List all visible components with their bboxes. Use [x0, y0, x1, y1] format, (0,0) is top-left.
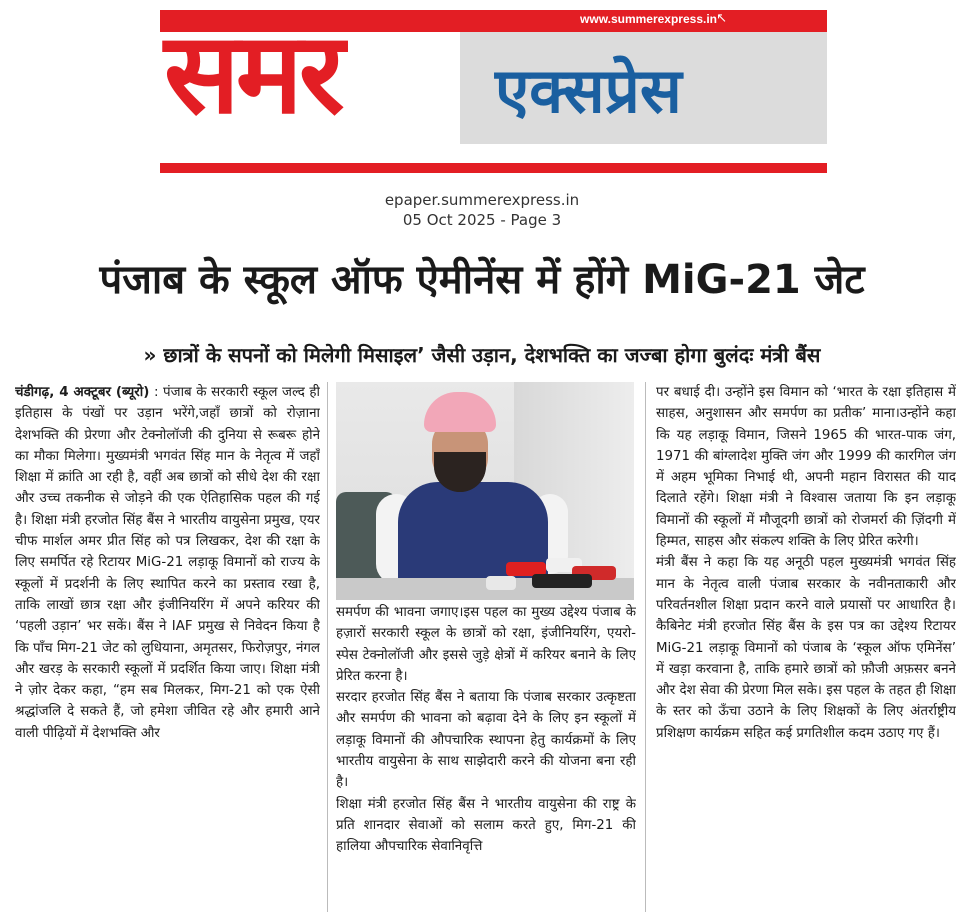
- edition-date-page: 05 Oct 2025 - Page 3: [402, 211, 562, 229]
- article-column-1: [15, 382, 320, 912]
- article-subheadline: » छात्रों के सपनों को मिलेगी मिसाइल’ जैसी उड़ान, देशभक्ति का जज्बा होगा बुलंदः मंत्री बैंस: [143, 343, 821, 367]
- masthead-express-wordmark: एक्सप्रेस: [495, 54, 682, 127]
- column-1-text: : पंजाब के सरकारी स्कूल जल्द ही इतिहास के पंखों पर उड़ान भरेंगे,जहाँ छात्रों को रोज़ाना देशभक्ति की प्रेरणा और टेक्नोलॉजी की दुनिया से रूबरू होने का मौका मिलेगा। मुख्यमंत्री भगवंत सिंह मान के नेतृत्व में जहाँ शिक्षा में क्रांति आ रही है, वहीं अब छात्रों को सीधे देश की रक्षा और उच्च तकनीक से जोड़ने की एक ऐतिहासिक पहल की गई है। शिक्षा मंत्री हरजोत सिंह बैंस ने भारतीय वायुसेना प्रमुख, एयर चीफ मार्शल अमर प्रीत सिंह को पत्र लिखकर, देश की रक्षा के लिए समर्पित रहे रिटायर MiG-21 लड़ाकू विमानों को राज्य के स्कूलों में प्रदर्शनी के लिए स्थापित करने का प्रस्ताव रखा है, ताकि लाखों छात्र रक्षा और इंजीनियरिंग में अपने करियर की ‘पहली उड़ान’ भर सकें। बैंस ने IAF प्रमुख से निवेदन किया है कि पाँच मिग-21 जेट को लुधियाना, अमृतसर, फिरोज़पुर, नंगल और खरड़ के सरकारी स्कूलों में प्रदर्शित किया जाए। शिक्षा मंत्री ने ज़ोर देकर कहा, “हम सब मिलकर, मिग-21 को एक ऐसी श्रद्धांजलि दे सकते हैं, जो हमेशा जीवित रहे और हमारी आने वाली पीढ़ियों में देशभक्ति और: [15, 385, 320, 741]
- article-dateline: चंडीगढ़, 4 अक्टूबर (ब्यूरो): [15, 385, 150, 400]
- cursor-arrow-icon: ↖: [716, 11, 727, 26]
- masthead-logo: [160, 10, 827, 173]
- epaper-url[interactable]: epaper.summerexpress.in: [384, 191, 580, 209]
- masthead-bottom-bar: [160, 163, 827, 173]
- article-column-2: [336, 602, 636, 912]
- article-photo: [336, 382, 634, 600]
- masthead-samar-wordmark: समर: [164, 9, 341, 139]
- column-3-paragraph-2: मंत्री बैंस ने कहा कि यह अनूठी पहल मुख्यमंत्री भगवंत सिंह मान के नेतृत्व वाली पंजाब सरकार के नवीनताकारी और परिवर्तनशील शिक्षा प्रदान करने वाले प्रयासों पर आधारित है। कैबिनेट मंत्री हरजोत सिंह बैंस के इस पत्र का उद्देश्य रिटायर MiG-21 लड़ाकू विमानों को पंजाब के ‘स्कूल ऑफ एमिनेंस’ में खड़ा करवाना है, ताकि हमारे छात्रों को फ़ौजी अफ़सर बनने और देश सेवा की प्रेरणा मिल सके। इस पहल के तहत ही शिक्षा के स्तर को ऊँचा उठाने के लिए शिक्षकों के लिए अंतर्राष्ट्रीय प्रशिक्षण कार्यक्रम सहित कई प्रगतिशील कदम उठाए गए हैं।: [656, 555, 956, 741]
- article-headline: पंजाब के स्कूल ऑफ ऐमीनेंस में होंगे MiG-21 जेट: [99, 257, 865, 303]
- column-2-paragraph-3: शिक्षा मंत्री हरजोत सिंह बैंस ने भारतीय वायुसेना की राष्ट्र के प्रति शानदार सेवाओं को सलाम करते हुए, मिग-21 की हालिया औपचारिक सेवानिवृत्ति: [336, 796, 636, 855]
- article-column-3: [656, 382, 956, 912]
- column-2-paragraph-2: सरदार हरजोत सिंह बैंस ने बताया कि पंजाब सरकार उत्कृष्टता और समर्पण की भावना को बढ़ावा देने के लिए इन स्कूलों में लड़ाकू विमानों की औपचारिक स्थापना हेतु कार्यक्रमों के लिए भारतीय वायुसेना के साथ साझेदारी करने की योजना बना रही है।: [336, 690, 636, 791]
- column-3-paragraph-1: पर बधाई दी। उन्होंने इस विमान को ‘भारत के रक्षा इतिहास में साहस, अनुशासन और समर्पण का प्रतीक’ माना।उन्होंने कहा कि यह लड़ाकू विमान, जिसने 1965 की भारत-पाक जंग, 1971 की बांग्लादेश मुक्ति जंग और 1999 की कारगिल जंग में अहम भूमिका निभाई थी, अपनी महान विरासत की याद दिलाते रहेंगे। शिक्षा मंत्री ने विश्वास जताया कि इन लड़ाकू विमानों की स्कूलों में मौजूदगी छात्रों को रोजमर्रा की ज़िंदगी में हिम्मत, साहस और संकल्प शक्ति के लिए प्रेरित करेगी।: [656, 385, 956, 550]
- column-2-paragraph-1: समर्पण की भावना जगाए।इस पहल का मुख्य उद्देश्य पंजाब के हज़ारों सरकारी स्कूल के छात्रों को रक्षा, इंजीनियरिंग, एयरो-स्पेस टेक्नोलॉजी और इससे जुड़े क्षेत्रों में करियर बनाने के लिए प्रेरित करना है।: [336, 605, 636, 684]
- masthead-url[interactable]: www.summerexpress.in: [580, 12, 717, 26]
- column-divider: [645, 382, 646, 912]
- column-divider: [327, 382, 328, 912]
